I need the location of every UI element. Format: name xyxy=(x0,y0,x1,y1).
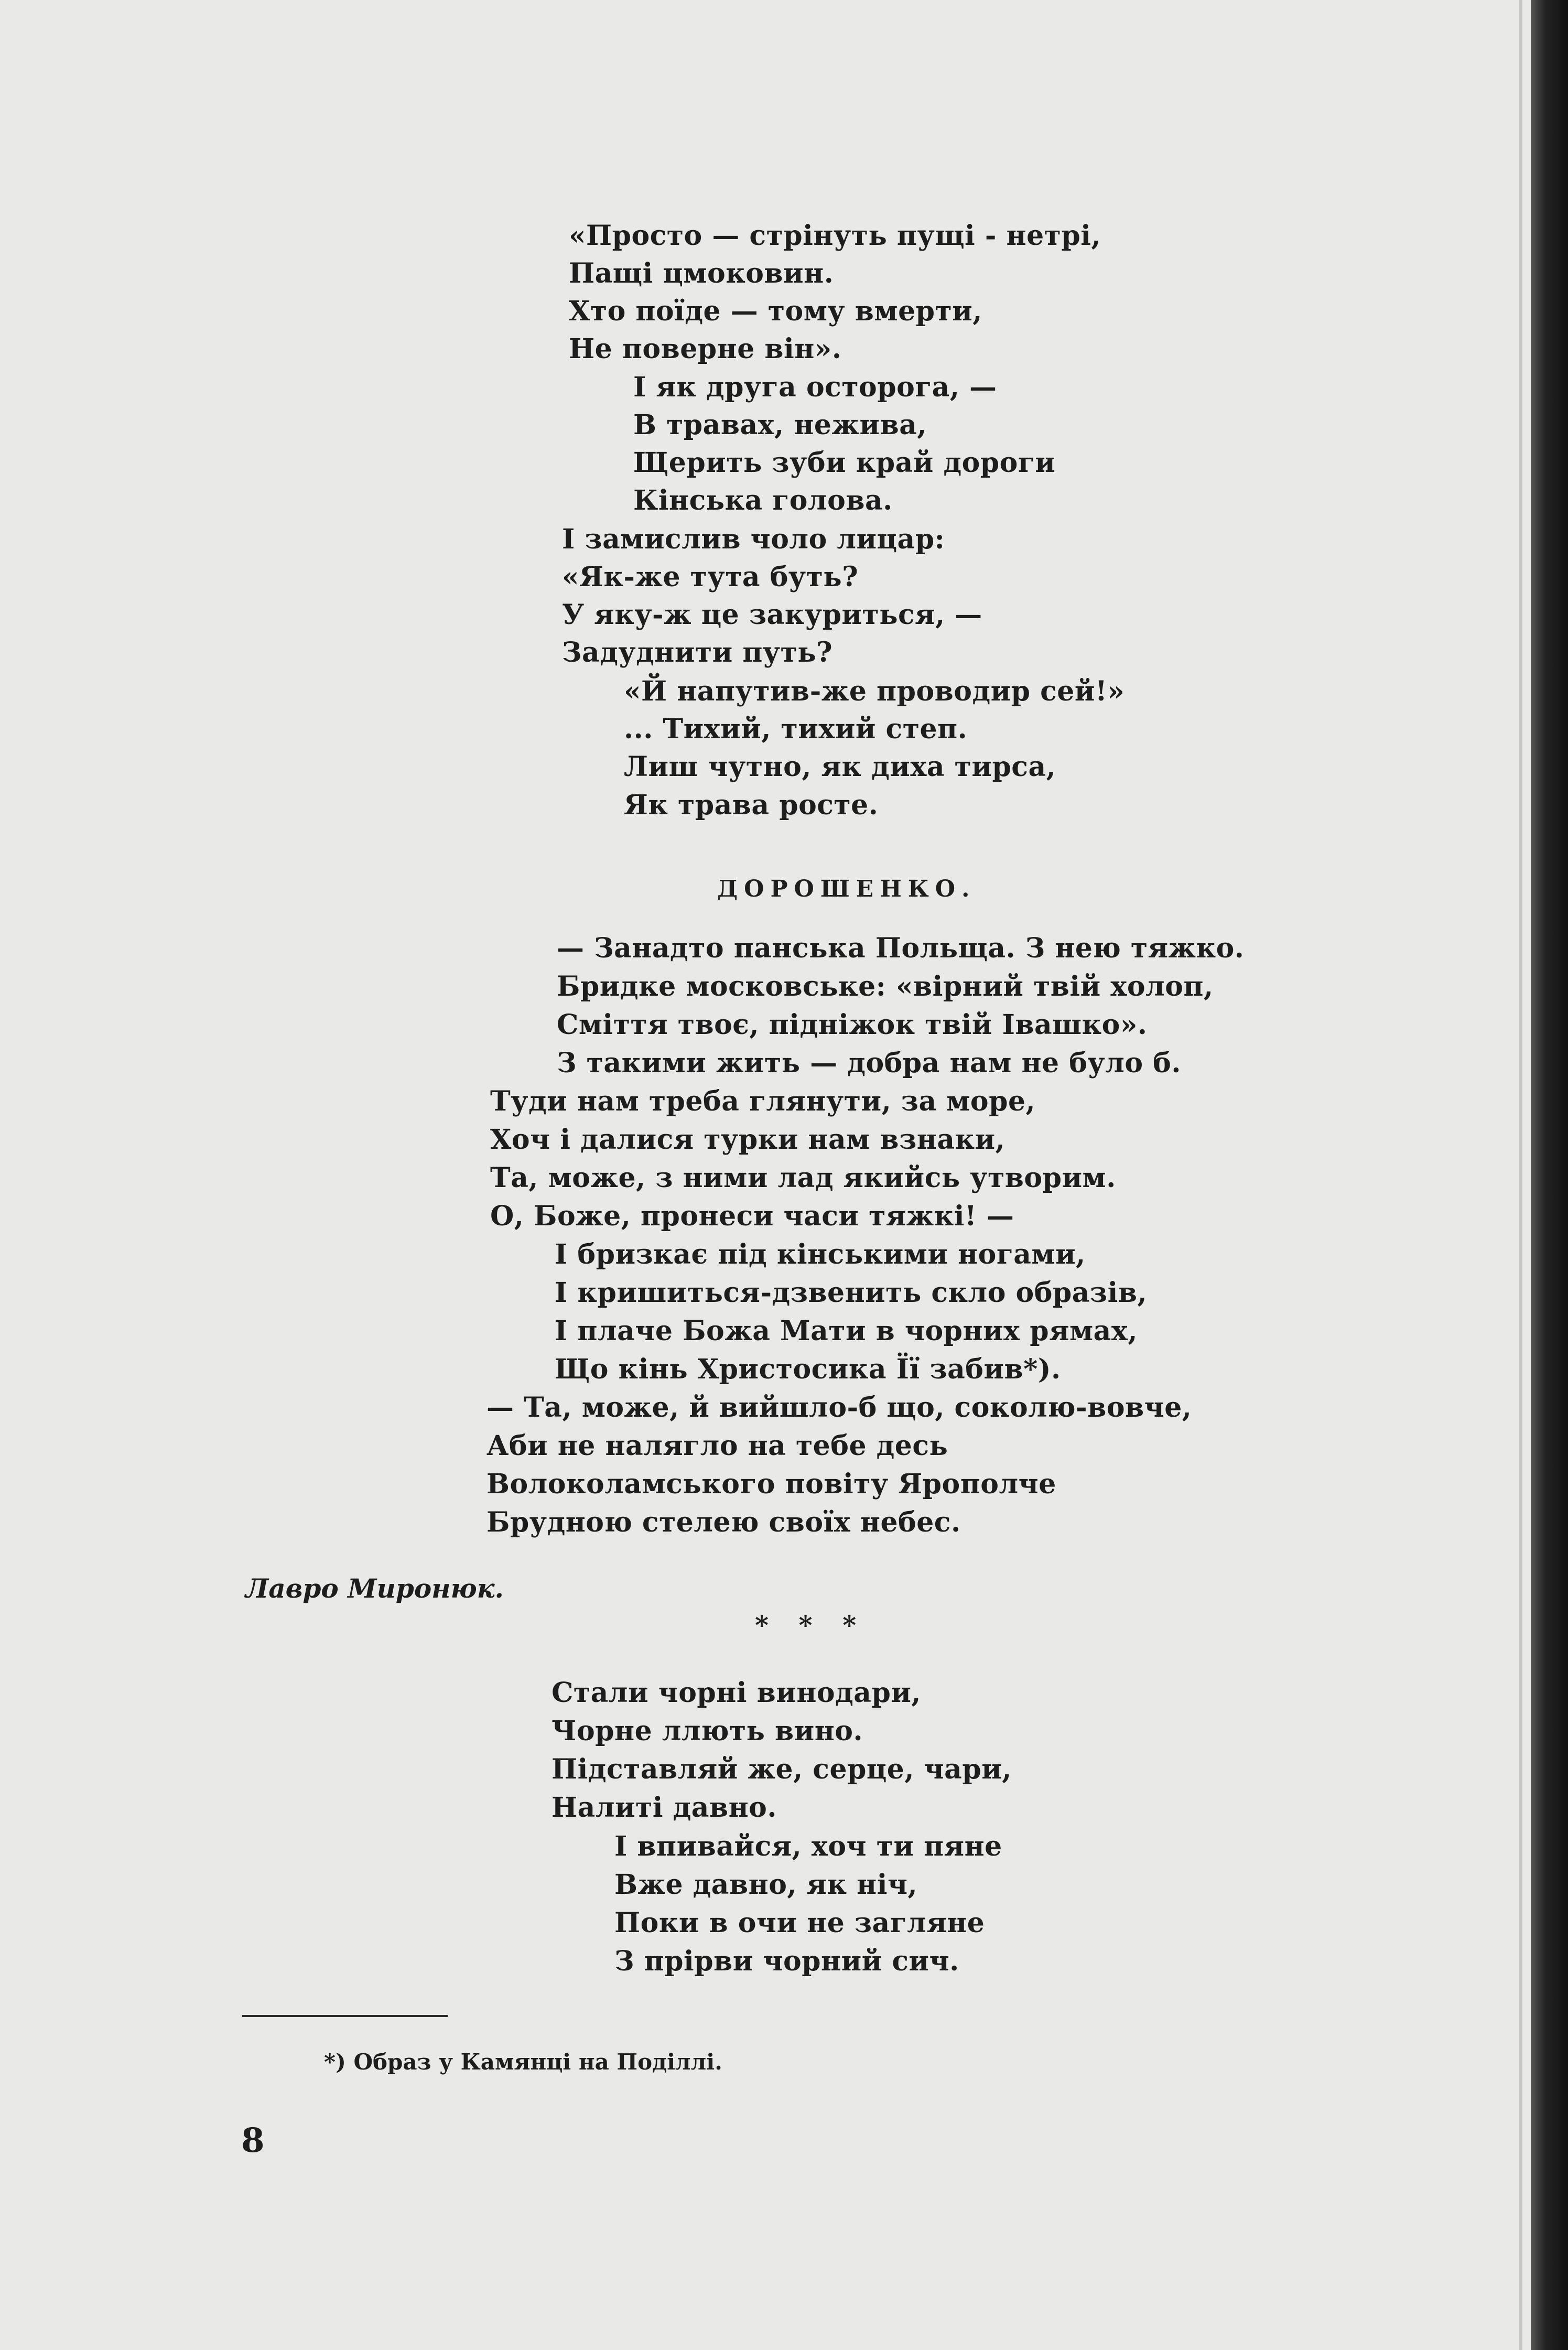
verse-line: ... Тихий, тихий степ. xyxy=(624,713,968,745)
verse-line: У яку-ж це закуриться, — xyxy=(562,599,982,631)
verse-line: Аби не налягло на тебе десь xyxy=(486,1430,948,1462)
verse-line: Хто поїде — тому вмерти, xyxy=(569,295,982,327)
verse-line: Не поверне він». xyxy=(569,333,842,365)
verse-line: Сміття твоє, підніжок твій Івашко». xyxy=(557,1009,1148,1041)
verse-line: Волоколамського повіту Ярополче xyxy=(486,1468,1056,1500)
verse-line: Задуднити путь? xyxy=(562,637,833,669)
verse-line: В травах, нежива, xyxy=(633,409,927,441)
verse-line: І як друга осторога, — xyxy=(633,371,997,403)
verse-line: Лиш чутно, як диха тирса, xyxy=(624,751,1056,783)
verse-line: Бридке московське: «вірний твій холоп, xyxy=(557,971,1214,1002)
section-stars: * * * xyxy=(755,1610,867,1641)
verse-line: Кінська голова. xyxy=(633,484,893,516)
page-number: 8 xyxy=(241,2121,265,2160)
page-edge xyxy=(1519,0,1522,2350)
verse-line: З прірви чорний сич. xyxy=(614,1945,959,1977)
verse-line: — Занадто панська Польща. З нею тяжко. xyxy=(557,932,1245,964)
verse-line: І впивайся, хоч ти пяне xyxy=(614,1830,1002,1862)
verse-line: «Як-же тута буть? xyxy=(562,561,859,593)
verse-line: Щерить зуби край дороги xyxy=(633,447,1056,479)
verse-line: «Й напутив-же проводир сей!» xyxy=(624,675,1125,707)
footnote-divider xyxy=(242,2015,448,2017)
verse-line: Туди нам треба глянути, за море, xyxy=(490,1085,1036,1117)
verse-line: Пащі цмоковин. xyxy=(569,257,834,289)
verse-line: І замислив чоло лицар: xyxy=(562,523,945,555)
verse-line: Поки в очи не загляне xyxy=(614,1907,985,1939)
verse-line: Вже давно, як ніч, xyxy=(614,1869,918,1901)
verse-line: Та, може, з ними лад якийсь утворим. xyxy=(490,1162,1116,1194)
verse-line: Стали чорні винодари, xyxy=(551,1677,921,1709)
section-heading: ДОРОШЕНКО. xyxy=(717,876,976,902)
verse-line: І кришиться-дзвенить скло образів, xyxy=(555,1277,1148,1309)
verse-line: О, Боже, пронеси часи тяжкі! — xyxy=(490,1200,1014,1232)
verse-line: З такими жить — добра нам не було б. xyxy=(557,1047,1181,1079)
verse-line: Хоч і далися турки нам взнаки, xyxy=(490,1124,1005,1156)
verse-line: Що кінь Христосика Її забив*). xyxy=(555,1353,1061,1385)
verse-line: І плаче Божа Мати в чорних рямах, xyxy=(555,1315,1138,1347)
verse-line: Підставляй же, серце, чари, xyxy=(551,1753,1012,1785)
verse-line: — Та, може, й вийшло-б що, соколю-вовче, xyxy=(486,1392,1192,1424)
verse-line: Налиті давно. xyxy=(551,1792,777,1824)
footnote: *) Образ у Камянці на Поділлі. xyxy=(324,2049,722,2075)
verse-line: «Просто — стрінуть пущі - нетрі, xyxy=(569,220,1101,252)
verse-line: І бризкає під кінськими ногами, xyxy=(555,1238,1086,1270)
author-signature: Лавро Миронюк. xyxy=(245,1573,504,1604)
verse-line: Брудною стелею своїх небес. xyxy=(486,1506,961,1538)
verse-line: Як трава росте. xyxy=(624,789,879,821)
verse-line: Чорне ллють вино. xyxy=(551,1715,863,1747)
scan-edge xyxy=(1531,0,1568,2350)
